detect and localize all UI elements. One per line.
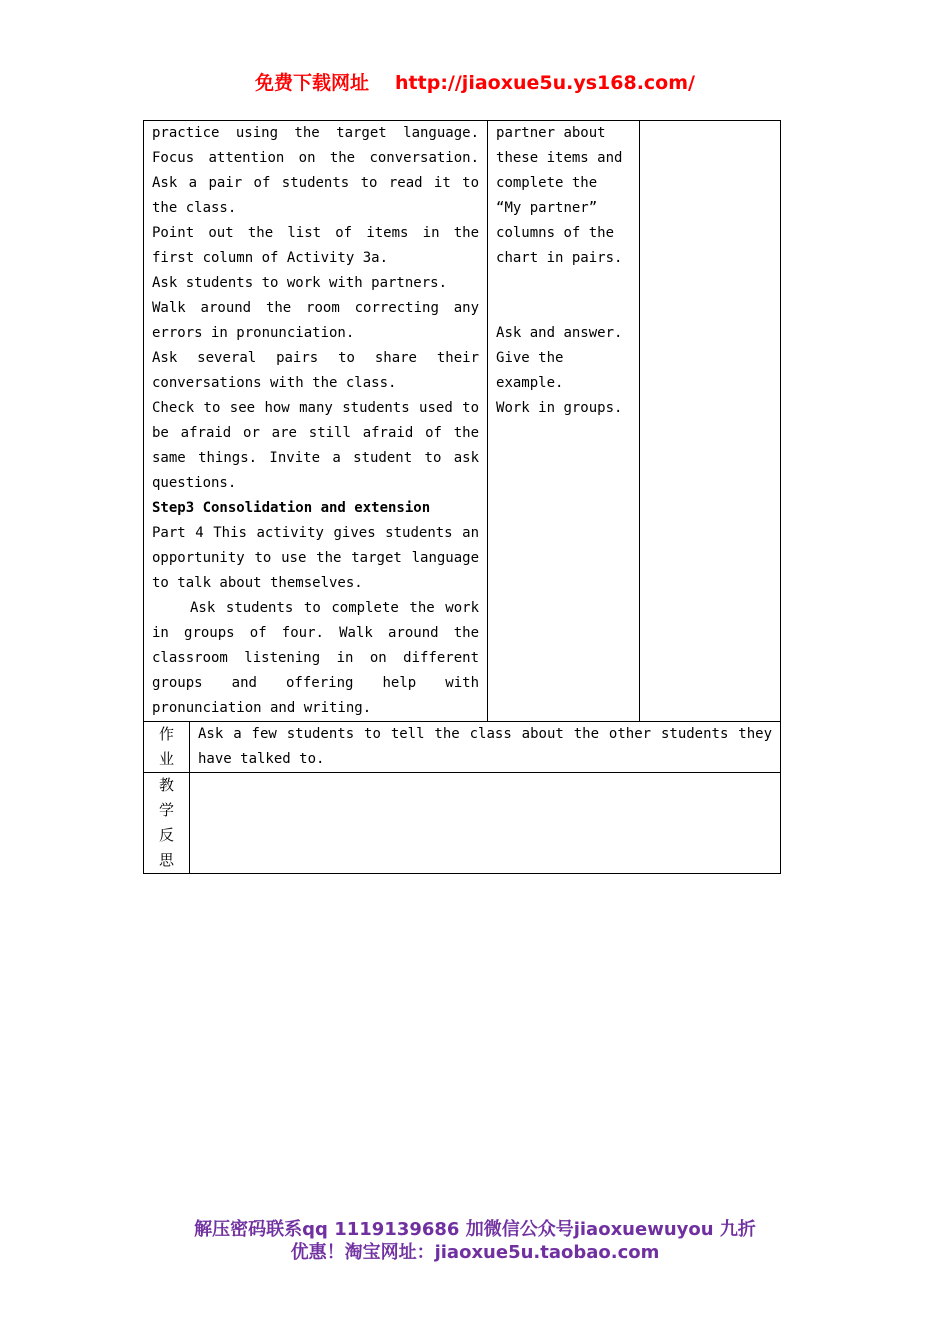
part4-line: to talk about themselves. [152,575,363,591]
teacher-line: Focus attention on the conversation. [152,150,480,166]
student-line: columns of the [496,225,615,241]
student-line: partner about [496,125,606,141]
homework-line: Ask a few students to tell the class about the other students they [198,726,773,742]
teacher-line: Ask a pair of students to read it to [152,175,480,191]
teacher-line: Walk around the room correcting any [152,300,480,316]
header-label: 免费下载网址 [255,72,370,94]
teacher-line: errors in pronunciation. [152,325,355,341]
group-line: groups and offering help with [152,675,480,691]
teacher-line: Ask several pairs to share their [152,350,480,366]
download-header [0,68,950,95]
student-activity-cell [488,121,640,722]
header-url-link[interactable]: http://jiaoxue5u.ys168.com/ [395,72,695,94]
student-line: Ask and answer. [496,325,623,341]
homework-label: 作 业 [144,722,190,773]
teacher-line: Point out the list of items in the [152,225,480,241]
lesson-plan-table [143,120,781,874]
student-line: these items and [496,150,623,166]
teacher-line: the class. [152,200,237,216]
footer-line-2: 优惠！淘宝网址：jiaoxue5u.taobao.com [290,1242,660,1263]
group-line: in groups of four. Walk around the [152,625,480,641]
teacher-line: conversations with the class. [152,375,397,391]
part4-line: opportunity to use the target language [152,550,480,566]
contact-footer [0,1218,950,1264]
homework-content [190,722,781,773]
homework-line: have talked to. [198,751,325,767]
student-line: Give the [496,350,564,366]
teacher-line: Ask students to work with partners. [152,275,448,291]
footer-line-1: 解压密码联系qq 1119139686 加微信公众号jiaoxuewuyou 九折 [194,1219,756,1240]
student-line: Work in groups. [496,400,623,416]
teacher-line: questions. [152,475,237,491]
group-line: classroom listening in on different [152,650,480,666]
group-line: Ask students to complete the work [190,600,480,616]
reflection-content [190,773,781,874]
step3-heading: Step3 Consolidation and extension [152,500,431,516]
activity-row [144,121,781,722]
teacher-activity-cell [144,121,488,722]
notes-cell [640,121,781,722]
teacher-line: first column of Activity 3a. [152,250,389,266]
student-line: example. [496,375,564,391]
teacher-line: same things. Invite a student to ask [152,450,480,466]
student-line: chart in pairs. [496,250,623,266]
homework-row [144,722,781,773]
teacher-line: Check to see how many students used to [152,400,480,416]
reflection-label: 教 学 反 思 [144,773,190,874]
teacher-line: practice using the target language. [152,125,480,141]
group-line: pronunciation and writing. [152,700,372,716]
student-line: complete the [496,175,598,191]
part4-line: Part 4 This activity gives students an [152,525,480,541]
reflection-row [144,773,781,874]
teacher-line: be afraid or are still afraid of the [152,425,480,441]
student-line: “My partner” [496,200,598,216]
